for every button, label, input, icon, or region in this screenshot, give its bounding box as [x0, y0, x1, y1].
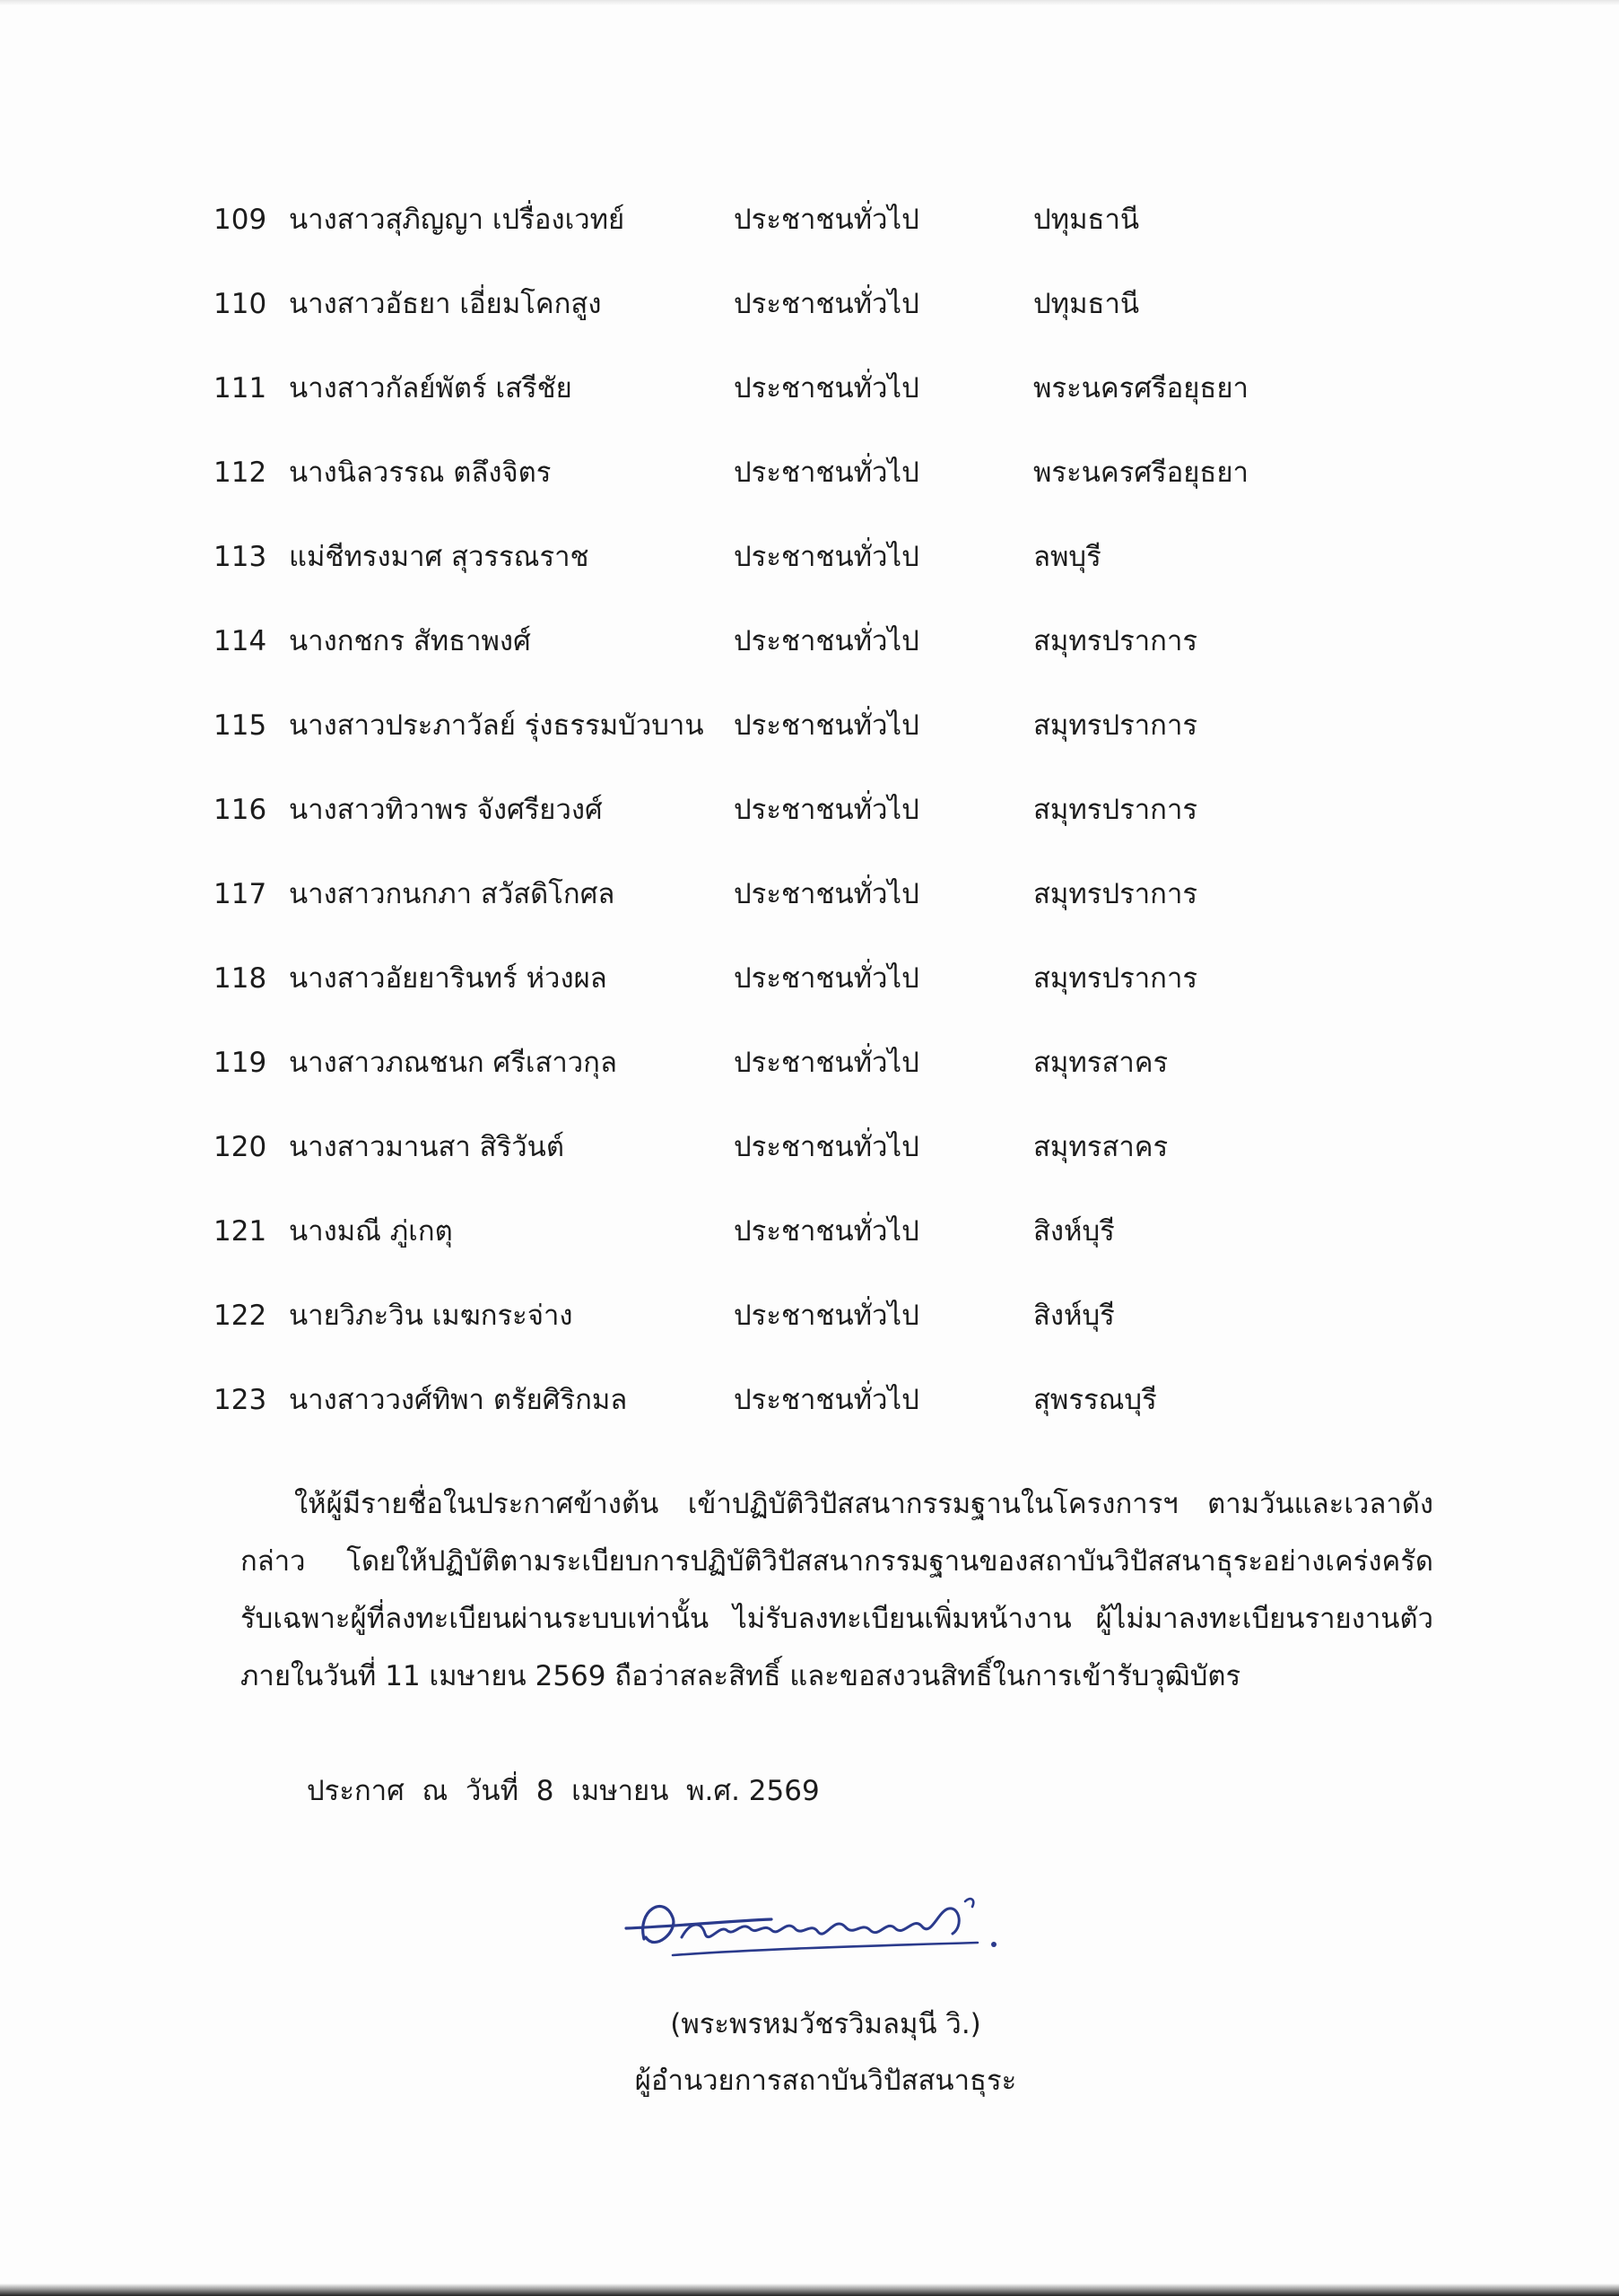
list-item	[0, 346, 1619, 430]
list-item	[0, 936, 1619, 1021]
list-item	[0, 683, 1619, 768]
entry-name: นางกชกร สัทธาพงศ์	[289, 625, 531, 657]
entry-province: ลพบุรี	[1033, 541, 1101, 573]
entry-province: สมุทรปราการ	[1033, 709, 1198, 742]
entry-number: 119	[213, 1047, 267, 1079]
entry-number: 111	[213, 372, 267, 404]
entry-category: ประชาชนทั่วไป	[734, 1047, 919, 1079]
entry-province: สิงห์บุรี	[1033, 1300, 1115, 1332]
entry-province: สมุทรสาคร	[1033, 1131, 1169, 1163]
entry-name: นางสาวสุภิญญา เปรื่องเวทย์	[289, 204, 625, 236]
entry-number: 120	[213, 1131, 267, 1163]
entry-number: 112	[213, 457, 267, 489]
entry-name: นางสาวกนกภา สวัสดิโกศล	[289, 878, 615, 910]
entry-number: 109	[213, 204, 267, 236]
entry-category: ประชาชนทั่วไป	[734, 1215, 919, 1248]
entry-number: 115	[213, 709, 267, 742]
list-item	[0, 178, 1619, 262]
entry-province: สมุทรปราการ	[1033, 794, 1198, 826]
entry-category: ประชาชนทั่วไป	[734, 288, 919, 320]
entry-name: แม่ชีทรงมาศ สุวรรณราช	[289, 541, 589, 573]
entry-name: นางมณี ภู่เกตุ	[289, 1215, 453, 1248]
entry-category: ประชาชนทั่วไป	[734, 794, 919, 826]
entry-number: 121	[213, 1215, 267, 1248]
entry-number: 118	[213, 962, 267, 995]
entry-name: นางนิลวรรณ ตลึงจิตร	[289, 457, 552, 489]
entry-number: 122	[213, 1300, 267, 1332]
entry-province: ปทุมธานี	[1033, 288, 1140, 320]
notice-paragraph: ให้ผู้มีรายชื่อในประกาศข้างต้น เข้าปฏิบัติวิปัสสนากรรมฐานในโครงการฯ ตามวันและเวลาดังกล่าว โดยให้ปฏิบัติตามระเบียบการปฏิบัติวิปัสสนากรรมฐานของสถาบันวิปัสสนาธุระอย่างเคร่งครัด รับเฉพาะผู้ที่ลงทะเบียนผ่านระบบเท่านั้น ไม่รับลงทะเบียนเพิ่มหน้างาน ผู้ไม่มาลงทะเบียนรายงานตัวภายในวันที่ 11 เมษายน 2569 ถือว่าสละสิทธิ์ และขอสงวนสิทธิ์ในการเข้ารับวุฒิบัตร	[240, 1488, 1433, 1692]
signatory-name: (พระพรหมวัชรวิมลมุนี วิ.)	[670, 2008, 981, 2040]
entry-number: 113	[213, 541, 267, 573]
entry-category: ประชาชนทั่วไป	[734, 1384, 919, 1416]
list-item	[0, 1358, 1619, 1442]
entry-category: ประชาชนทั่วไป	[734, 541, 919, 573]
entry-province: ปทุมธานี	[1033, 204, 1140, 236]
entry-number: 114	[213, 625, 267, 657]
list-item	[0, 262, 1619, 346]
entry-number: 116	[213, 794, 267, 826]
entry-name: นางสาวประภาวัลย์ รุ่งธรรมบัวบาน	[289, 709, 704, 742]
entry-category: ประชาชนทั่วไป	[734, 372, 919, 404]
entry-name: นางสาวกัลย์พัตร์ เสรีชัย	[289, 372, 572, 404]
entry-name: นางสาวทิวาพร จังศรียวงศ์	[289, 794, 603, 826]
entry-number: 123	[213, 1384, 267, 1416]
entry-number: 110	[213, 288, 267, 320]
scan-edge-bottom	[0, 2283, 1619, 2296]
entry-number: 117	[213, 878, 267, 910]
entry-name: นางสาวอัยยารินทร์ ห่วงผล	[289, 962, 607, 995]
entry-category: ประชาชนทั่วไป	[734, 457, 919, 489]
entry-category: ประชาชนทั่วไป	[734, 625, 919, 657]
list-item	[0, 1105, 1619, 1189]
entry-province: สุพรรณบุรี	[1033, 1384, 1157, 1416]
signatory-title: ผู้อำนวยการสถาบันวิปัสสนาธุระ	[634, 2065, 1017, 2097]
signature-mark	[619, 1874, 1014, 1982]
entry-category: ประชาชนทั่วไป	[734, 1300, 919, 1332]
list-item	[0, 430, 1619, 515]
entry-name: นางสาวมานสา สิริวันต์	[289, 1131, 564, 1163]
entry-province: พระนครศรีอยุธยา	[1033, 457, 1249, 489]
list-item	[0, 1189, 1619, 1274]
entry-category: ประชาชนทั่วไป	[734, 1131, 919, 1163]
announcement-date: ประกาศ ณ วันที่ 8 เมษายน พ.ศ. 2569	[307, 1775, 820, 1807]
list-item	[0, 852, 1619, 936]
list-item	[0, 515, 1619, 599]
entry-category: ประชาชนทั่วไป	[734, 878, 919, 910]
scan-edge-top	[0, 0, 1619, 5]
entry-province: สมุทรสาคร	[1033, 1047, 1169, 1079]
entry-category: ประชาชนทั่วไป	[734, 709, 919, 742]
entry-category: ประชาชนทั่วไป	[734, 204, 919, 236]
entry-name: นายวิภะวิน เมฆกระจ่าง	[289, 1300, 573, 1332]
entry-province: สมุทรปราการ	[1033, 962, 1198, 995]
entry-name: นางสาวอัธยา เอี่ยมโคกสูง	[289, 288, 602, 320]
entry-province: พระนครศรีอยุธยา	[1033, 372, 1249, 404]
list-item	[0, 1274, 1619, 1358]
entry-province: สิงห์บุรี	[1033, 1215, 1115, 1248]
entry-name: นางสาววงศ์ทิพา ตรัยศิริกมล	[289, 1384, 628, 1416]
list-item	[0, 1021, 1619, 1105]
entry-name: นางสาวภณชนก ศรีเสาวกุล	[289, 1047, 617, 1079]
entry-province: สมุทรปราการ	[1033, 625, 1198, 657]
participant-list	[0, 178, 1619, 1442]
entry-category: ประชาชนทั่วไป	[734, 962, 919, 995]
list-item	[0, 768, 1619, 852]
list-item	[0, 599, 1619, 683]
entry-province: สมุทรปราการ	[1033, 878, 1198, 910]
